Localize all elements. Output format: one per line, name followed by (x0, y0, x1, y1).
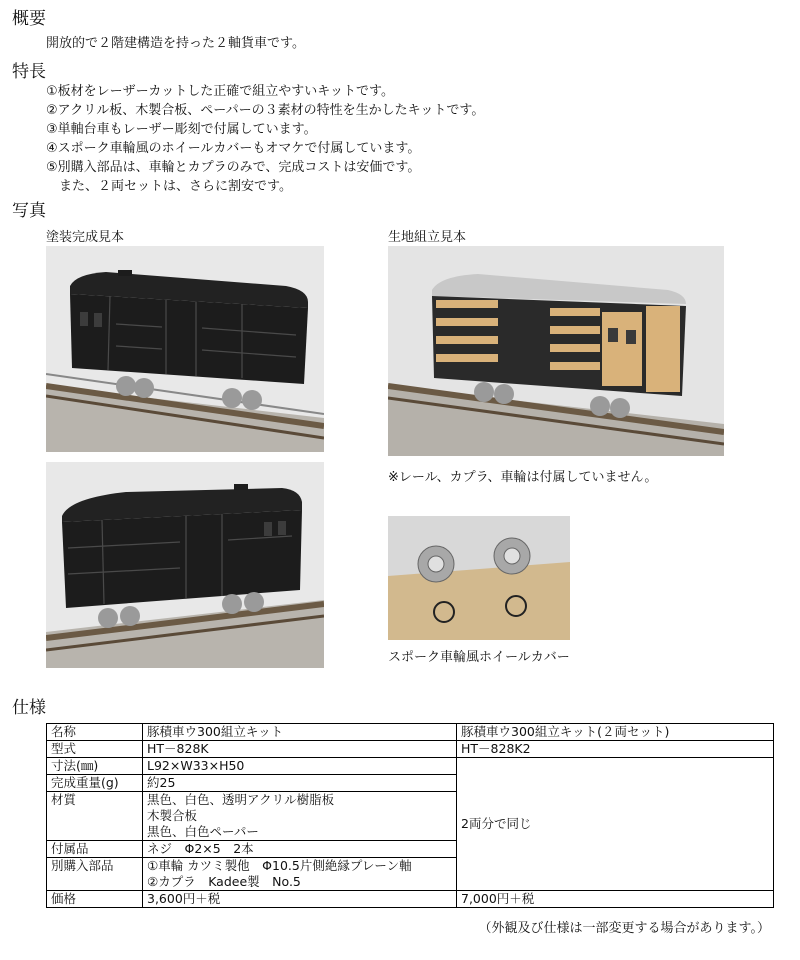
feature-item-1: ①板材をレーザーカットした正確で組立やすいキットです。 (46, 84, 394, 99)
spec-table (46, 723, 774, 908)
feature-item-5-cont: また、２両セットは、さらに割安です。 (46, 179, 292, 194)
spec-value-pair: HT－828K2 (457, 741, 774, 758)
raw-sample-label: 生地組立見本 (388, 230, 467, 245)
spec-label: 価格 (47, 891, 143, 908)
feature-item-2: ②アクリル板、木製合板、ペーパーの３素材の特性を生かしたキットです。 (46, 103, 485, 118)
spec-value-single: 約25 (143, 775, 457, 792)
spec-label: 名称 (47, 724, 143, 741)
spec-label: 完成重量(g) (47, 775, 143, 792)
photo-painted-angle (46, 462, 324, 668)
spec-label: 型式 (47, 741, 143, 758)
feature-item-3: ③単軸台車もレーザー彫刻で付属しています。 (46, 122, 317, 137)
spec-value-pair: 豚積車ウ300組立キット(２両セット) (457, 724, 774, 741)
painted-sample-label: 塗装完成見本 (46, 230, 125, 245)
photo-raw-side (388, 246, 724, 456)
material-line-1: 黒色、白色、透明アクリル樹脂板 (147, 792, 335, 807)
spec-row-name (47, 724, 774, 741)
spec-value-pair: 7,000円＋税 (457, 891, 774, 908)
photo-painted-side (46, 246, 324, 452)
spec-label: 材質 (47, 792, 143, 841)
spec-value-single: ネジ Φ2×5 2本 (143, 841, 457, 858)
overview-text: 開放的で２階建構造を持った２軸貨車です。 (46, 36, 305, 51)
separate-line-1: ①車輪 カツミ製他 Φ10.5片側絶縁プレーン軸 (147, 858, 412, 873)
spec-value-single: 3,600円＋税 (143, 891, 457, 908)
spec-merged-note: 2両分で同じ (457, 758, 774, 891)
spec-row-model (47, 741, 774, 758)
spec-value-single: HT－828K (143, 741, 457, 758)
features-heading: 特長 (12, 62, 46, 82)
photo-wheel-covers (388, 516, 570, 640)
spec-value-single: L92×W33×H50 (143, 758, 457, 775)
spec-row-dims (47, 758, 774, 775)
spec-value-single (143, 792, 457, 841)
raw-sample-note: ※レール、カプラ、車輪は付属していません。 (388, 470, 658, 485)
overview-heading: 概要 (12, 9, 46, 29)
spec-row-price (47, 891, 774, 908)
spec-label: 別購入部品 (47, 858, 143, 891)
separate-line-2: ②カプラ Kadee製 No.5 (147, 874, 301, 889)
feature-item-4: ④スポーク車輪風のホイールカバーもオマケで付属しています。 (46, 141, 421, 156)
spec-value-single: 豚積車ウ300組立キット (143, 724, 457, 741)
material-line-3: 黒色、白色ペーパー (147, 824, 259, 839)
wheel-cover-caption: スポーク車輪風ホイールカバー (388, 650, 570, 665)
photos-heading: 写真 (12, 201, 46, 221)
spec-footnote: （外観及び仕様は一部変更する場合があります。） (478, 921, 770, 936)
material-line-2: 木製合板 (147, 808, 198, 823)
spec-label: 付属品 (47, 841, 143, 858)
feature-item-5: ⑤別購入部品は、車輪とカプラのみで、完成コストは安価です。 (46, 160, 421, 175)
spec-heading: 仕様 (12, 698, 46, 718)
spec-value-single (143, 858, 457, 891)
spec-label: 寸法(㎜) (47, 758, 143, 775)
